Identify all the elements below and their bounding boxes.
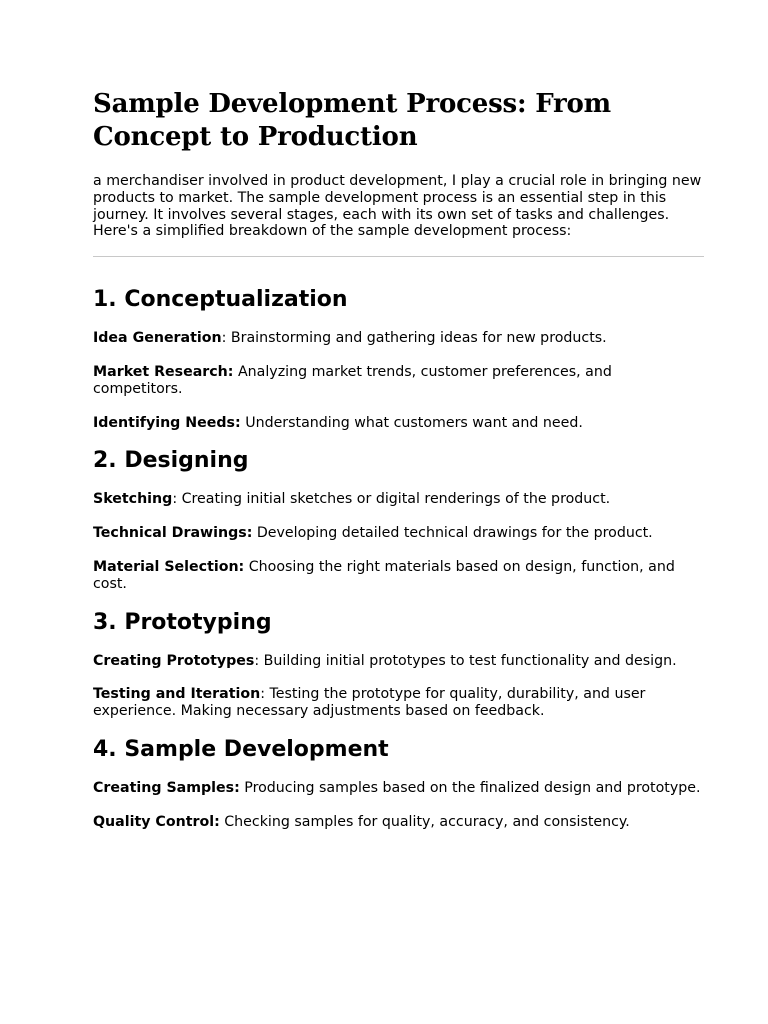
item-text: Producing samples based on the finalized design and prototype.: [239, 779, 701, 796]
item-text: Developing detailed technical drawings for the product.: [252, 525, 653, 542]
item-text: : Brainstorming and gathering ideas for new products.: [221, 330, 607, 347]
section-heading: 1. Conceptualization: [93, 287, 348, 313]
sections-container: [93, 287, 704, 830]
item-text: Choosing the right materials based on design, function, and cost.: [93, 558, 675, 592]
item-term: Idea Generation: [93, 330, 222, 347]
item-term: Identifying Needs:: [93, 414, 241, 431]
list-item: [93, 364, 704, 398]
list-item: [93, 330, 704, 347]
section-conceptualization: [93, 287, 704, 431]
list-item: [93, 415, 704, 432]
item-text: Analyzing market trends, customer preferences, and competitors.: [93, 363, 612, 397]
divider: [93, 256, 704, 257]
item-term: Quality Control:: [93, 813, 220, 830]
list-item: [93, 780, 704, 797]
item-text: Checking samples for quality, accuracy, and consistency.: [219, 813, 630, 830]
list-item: [93, 653, 704, 670]
item-term: Creating Samples:: [93, 779, 240, 796]
item-text: : Testing the prototype for quality, durability, and user experience. Making necessary adjustments based on feedback.: [93, 686, 646, 720]
document-page: [93, 88, 704, 831]
item-term: Material Selection:: [93, 558, 245, 575]
section-heading: 2. Designing: [93, 448, 249, 474]
item-term: Creating Prototypes: [93, 652, 255, 669]
section-sample-development: [93, 737, 704, 831]
item-term: Technical Drawings:: [93, 525, 253, 542]
item-text: : Creating initial sketches or digital renderings of the product.: [172, 491, 611, 508]
list-item: [93, 686, 704, 720]
section-prototyping: [93, 610, 704, 720]
intro-paragraph: a merchandiser involved in product development, I play a crucial role in bringing new products to market. The sample development process is an essential step in this journey. It involves several stages, each with its own set of tasks and challenges. Here's a simplified breakdown of the sample development process:: [93, 173, 702, 240]
item-term: Sketching: [93, 491, 173, 508]
item-term: Market Research:: [93, 363, 234, 380]
list-item: [93, 491, 704, 508]
item-text: Understanding what customers want and need.: [240, 414, 583, 431]
section-heading: 3. Prototyping: [93, 609, 272, 635]
list-item: [93, 525, 704, 542]
document-title: Sample Development Process: From Concept to Production: [93, 89, 611, 152]
item-term: Testing and Iteration: [93, 686, 261, 703]
section-heading: 4. Sample Development: [93, 736, 389, 762]
item-text: : Building initial prototypes to test functionality and design.: [254, 652, 677, 669]
section-designing: [93, 448, 704, 592]
list-item: [93, 559, 704, 593]
list-item: [93, 814, 704, 831]
